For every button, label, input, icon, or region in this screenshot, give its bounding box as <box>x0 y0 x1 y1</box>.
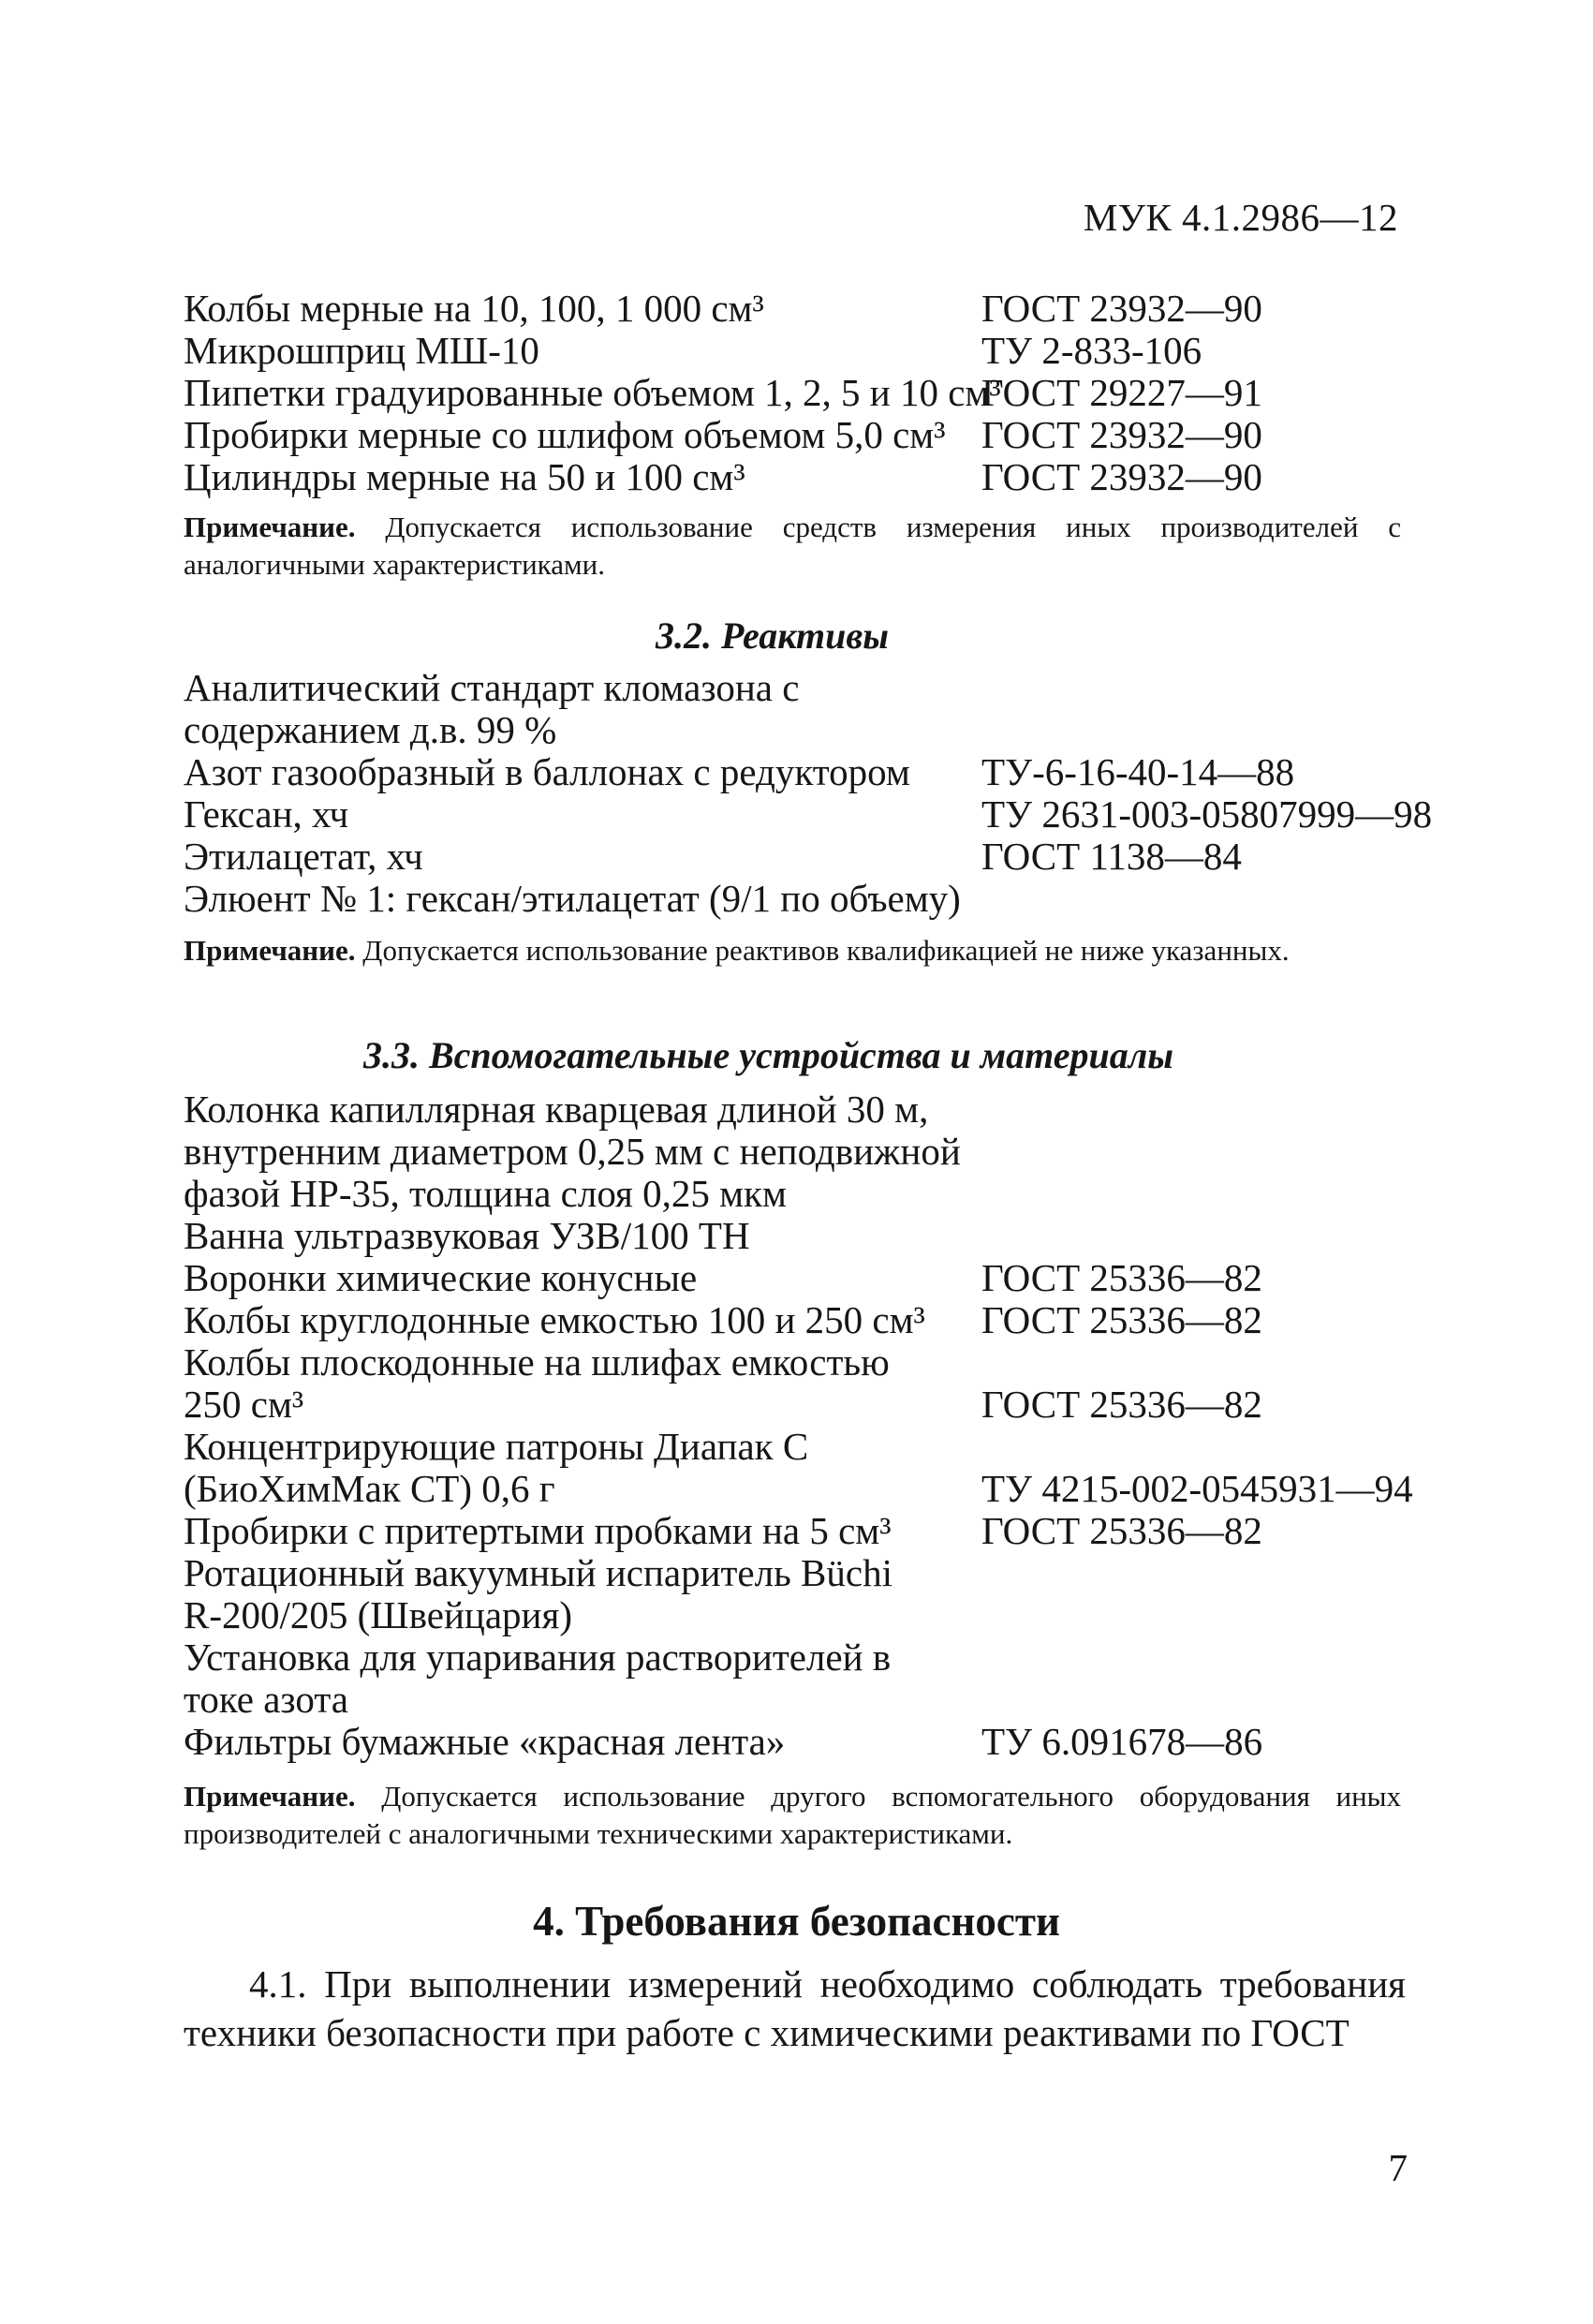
list-item: Фильтры бумажные «красная лента» ТУ 6.091678—86 <box>184 1720 1263 1763</box>
list-item: (БиоХимМак СТ) 0,6 г ТУ 4215-002-0545931—94 <box>184 1467 1413 1510</box>
note-measurement: Примечание. Допускается использование средств измерения иных производителей с аналогичными характеристиками. <box>184 511 1401 581</box>
list-item: Элюент № 1: гексан/этилацетат (9/1 по объему) <box>184 877 961 920</box>
list-item: Азот газообразный в баллонах с редуктором ТУ-6-16-40-14—88 <box>184 750 1295 793</box>
list-item: содержанием д.в. 99 % <box>184 708 557 751</box>
list-item: Колонка капиллярная кварцевая длиной 30 м, <box>184 1088 929 1131</box>
list-item: R-200/205 (Швейцария) <box>184 1593 573 1636</box>
list-item: Цилиндры мерные на 50 и 100 см³ ГОСТ 23932—90 <box>184 455 1262 498</box>
list-item: Ванна ультразвуковая УЗВ/100 ТН <box>184 1214 750 1257</box>
equipment-list <box>184 288 1448 498</box>
list-item: 250 см³ ГОСТ 25336—82 <box>184 1383 1262 1426</box>
list-item: внутренним диаметром 0,25 мм с неподвижной <box>184 1130 961 1173</box>
list-item: Колбы круглодонные емкостью 100 и 250 см³ ГОСТ 25336—82 <box>184 1298 1262 1341</box>
list-item: Пипетки градуированные объемом 1, 2, 5 и 10 см³ ГОСТ 29227—91 <box>184 371 1262 414</box>
list-item: Концентрирующие патроны Диапак С <box>184 1425 809 1468</box>
note-reagents: Примечание. Допускается использование реактивов квалификацией не ниже указанных. <box>184 934 1290 967</box>
document-code: МУК 4.1.2986—12 <box>1083 196 1398 239</box>
list-item: Установка для упаривания растворителей в <box>184 1636 892 1679</box>
safety-paragraph: 4.1. При выполнении измерений необходимо соблюдать требования техники безопасности при работе с химическими реактивами по ГОСТ <box>184 1962 1406 2054</box>
list-item: Этилацетат, хч ГОСТ 1138—84 <box>184 835 1242 878</box>
list-item: Колбы мерные на 10, 100, 1 000 см³ ГОСТ 23932—90 <box>184 287 1262 330</box>
list-item: фазой НР-35, толщина слоя 0,25 мкм <box>184 1172 787 1215</box>
list-item: Колбы плоскодонные на шлифах емкостью <box>184 1340 890 1384</box>
list-item: Аналитический стандарт кломазона с <box>184 666 800 709</box>
note-auxiliary: Примечание. Допускается использование другого вспомогательного оборудования иных производителей с аналогичными техническими характеристиками. <box>184 1780 1401 1850</box>
section-title-reagents: 3.2. Реактивы <box>656 614 889 657</box>
list-item: Воронки химические конусные ГОСТ 25336—82 <box>184 1256 1262 1299</box>
list-item: Пробирки мерные со шлифом объемом 5,0 см³ ГОСТ 23932—90 <box>184 413 1262 456</box>
auxiliary-list <box>184 1088 1448 1763</box>
section-title-auxiliary: 3.3. Вспомогательные устройства и материалы <box>363 1034 1174 1076</box>
page-number: 7 <box>1388 2146 1408 2189</box>
list-item: Гексан, хч ТУ 2631-003-05807999—98 <box>184 792 1433 836</box>
list-item: Пробирки с притертыми пробками на 5 см³ ГОСТ 25336—82 <box>184 1509 1262 1552</box>
section-title-safety: 4. Требования безопасности <box>533 1898 1060 1945</box>
list-item: Ротационный вакуумный испаритель Büchi <box>184 1551 892 1594</box>
reagents-list <box>184 667 1448 920</box>
list-item: токе азота <box>184 1678 348 1721</box>
list-item: Микрошприц МШ-10 ТУ 2-833-106 <box>184 329 1202 372</box>
